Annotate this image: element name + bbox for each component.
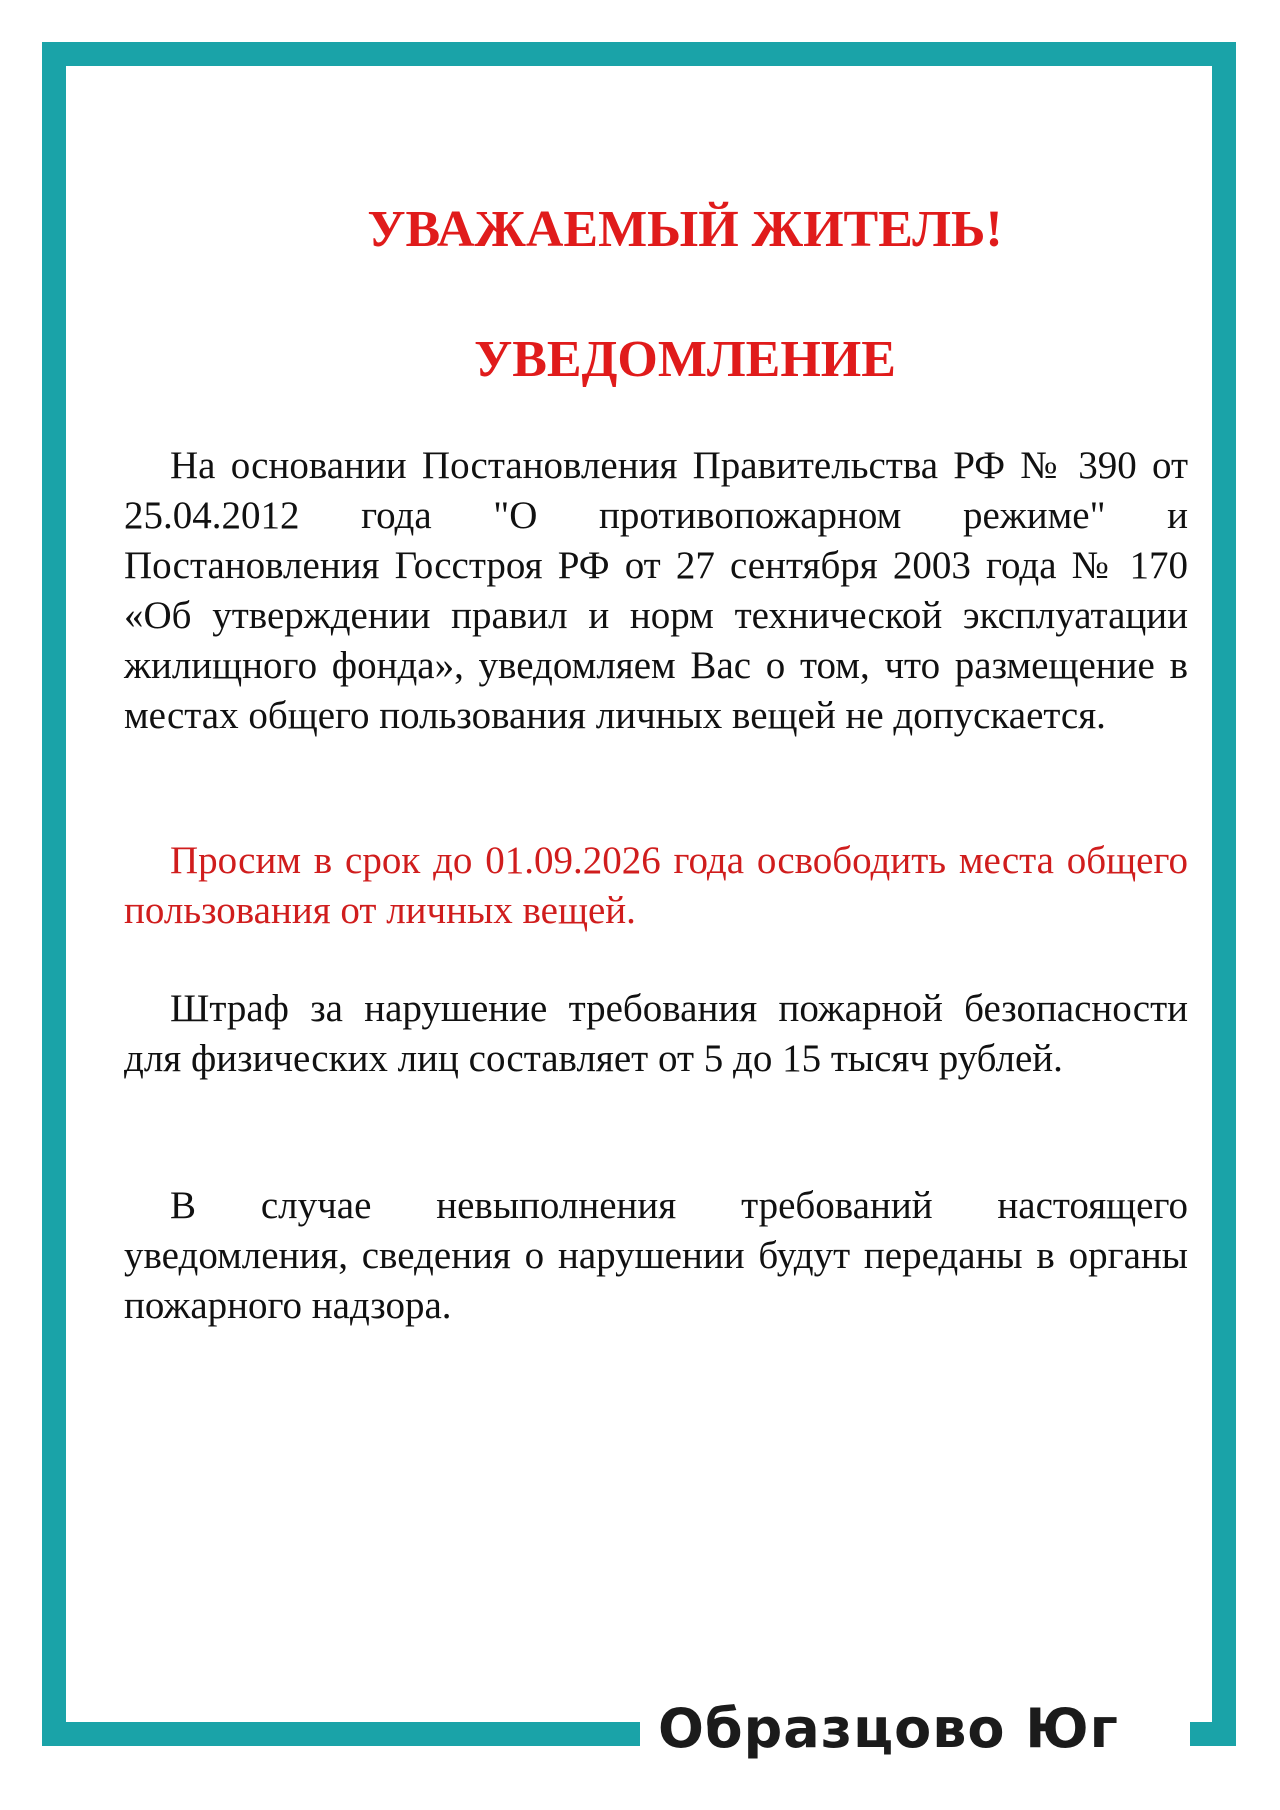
consequence-paragraph: В случае невыполнения требований настоящего уведомления, сведения о нарушении будут переданы в органы пожарного надзора. — [124, 1184, 1188, 1327]
brand-logo-text: Образцово Юг — [658, 1697, 1119, 1760]
fine-paragraph: Штраф за нарушение требования пожарной безопасности для физических лиц составляет от 5 до 15 тысяч рублей. — [124, 987, 1188, 1080]
notice-title: УВЕДОМЛЕНИЕ — [474, 331, 896, 388]
deadline-request-paragraph: Просим в срок до 01.09.2026 года освободить места общего пользования от личных вещей. — [124, 839, 1188, 932]
legal-basis-paragraph: На основании Постановления Правительства РФ № 390 от 25.04.2012 года "О противопожарном режиме" и Постановления Госстроя РФ от 27 сентября 2003 года № 170 «Об утверждении правил и норм технической эксплуатации жилищного фонда», уведомляем Вас о том, что размещение в местах общего пользования личных вещей не допускается. — [124, 444, 1188, 737]
greeting-heading: УВАЖАЕМЫЙ ЖИТЕЛЬ! — [367, 201, 1003, 258]
